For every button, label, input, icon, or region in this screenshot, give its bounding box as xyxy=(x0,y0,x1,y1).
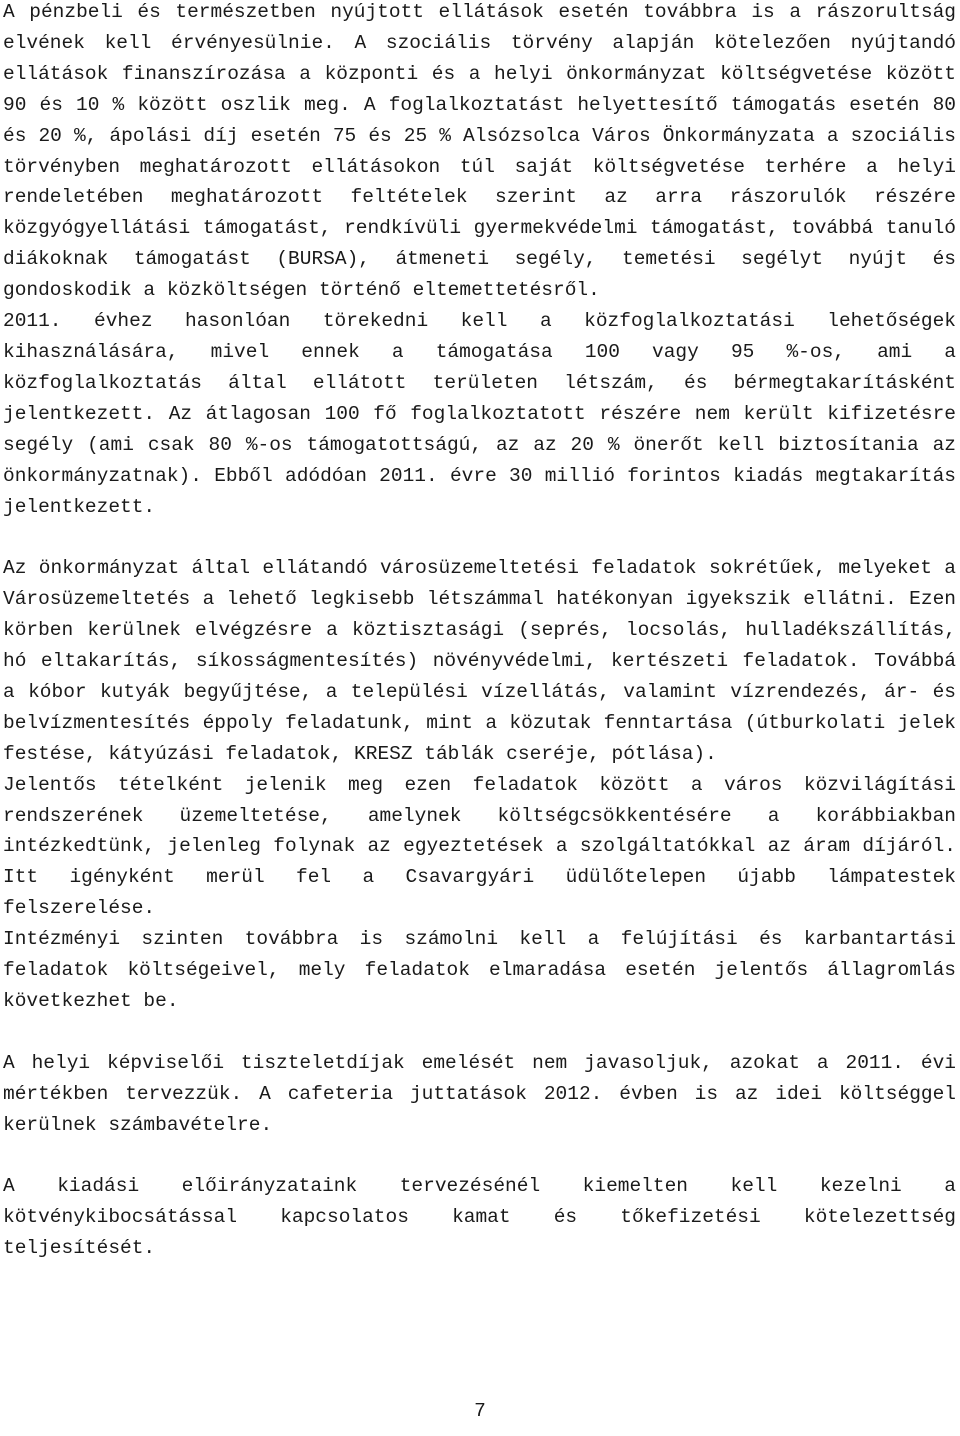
paragraph-spacer xyxy=(3,522,956,553)
paragraph-spacer xyxy=(3,1017,956,1048)
paragraph-bond-obligations: A kiadási előirányzataink tervezésénél kiemelten kell kezelni a kötvénykibocsátással kapcsolatos kamat és tőkefizetési kötelezettség teljesítését. xyxy=(3,1175,956,1260)
paragraph-representative-fees: A helyi képviselői tiszteletdíjak emelését nem javasoljuk, azokat a 2011. évi mértékben tervezzük. A cafeteria juttatások 2012. évben is az idei költséggel kerülnek számbavételre. xyxy=(3,1051,956,1136)
paragraph-public-lighting: Jelentős tételként jelenik meg ezen feladatok között a város közvilágítási rendszerének üzemeltetése, amelynek költségcsökkentésére a korábbiakban intézkedtünk, jelenleg folynak az egyeztetések a szolgáltatókkal az áram díjáról. Itt igényként merül fel a Csavargyári üdülőtelepen újabb lámpatestek felszerelése. xyxy=(3,773,956,920)
paragraph-city-operation: Az önkormányzat által ellátandó városüzemeltetési feladatok sokrétűek, melyeket a Városüzemeltetés a lehető legkisebb létszámmal hatékonyan igyekszik ellátni. Ezen körben kerülnek elvégzésre a köztisztasági (seprés, locsolás, hulladékszállítás, hó eltakarítás, síkosságmentesítés) növényvédelmi, kertészeti feladatok. Továbbá a kóbor kutyák begyűjtése, a települési vízellátás, valamint vízrendezés, ár- és belvízmentesítés éppoly feladatunk, mint a közutak fenntartása (útburkolati jelek festése, kátyúzási feladatok, KRESZ táblák cseréje, pótlása). xyxy=(3,557,956,765)
paragraph-institutional-maintenance: Intézményi szinten továbbra is számolni kell a felújítási és karbantartási feladatok költségeivel, mely feladatok elmaradása esetén jelentős állagromlás következhet be. xyxy=(3,928,956,1012)
paragraph-social-benefits: A pénzbeli és természetben nyújtott ellátások esetén továbbra is a rászorultság elvének kell érvényesülnie. A szociális törvény alapján kötelezően nyújtandó ellátások finanszírozása a központi és a helyi önkormányzat költségvetése között 90 és 10 % között oszlik meg. A foglalkoztatást helyettesítő támogatás esetén 80 és 20 %, ápolási díj esetén 75 és 25 % Alsózsolca Város Önkormányzata a szociális törvényben meghatározott ellátásokon túl saját költségvetése terhére a helyi rendeletében meghatározott feltételek szerint az arra rászorulók részére közgyógyellátási támogatást, rendkívüli gyermekvédelmi támogatást, továbbá tanuló diákoknak támogatást (BURSA), átmeneti segély, temetési segélyt nyújt és gondoskodik a közköltségen történő eltemettetésről. xyxy=(3,1,956,302)
page-number: 7 xyxy=(474,1400,486,1422)
document-page xyxy=(3,0,956,1264)
paragraph-spacer xyxy=(3,1141,956,1172)
paragraph-public-employment: 2011. évhez hasonlóan törekedni kell a közfoglalkoztatási lehetőségek kihasználására, mivel ennek a támogatása 100 vagy 95 %-os, ami a közfoglalkoztatás által ellátott területen létszám, és bérmegtakarításként jelentkezett. Az átlagosan 100 fő foglalkoztatott részére nem került kifizetésre segély (ami csak 80 %-os támogatottságú, az az 20 % önerőt kell biztosítania az önkormányzatnak). Ebből adódóan 2011. évre 30 millió forintos kiadás megtakarítás jelentkezett. xyxy=(3,310,956,518)
